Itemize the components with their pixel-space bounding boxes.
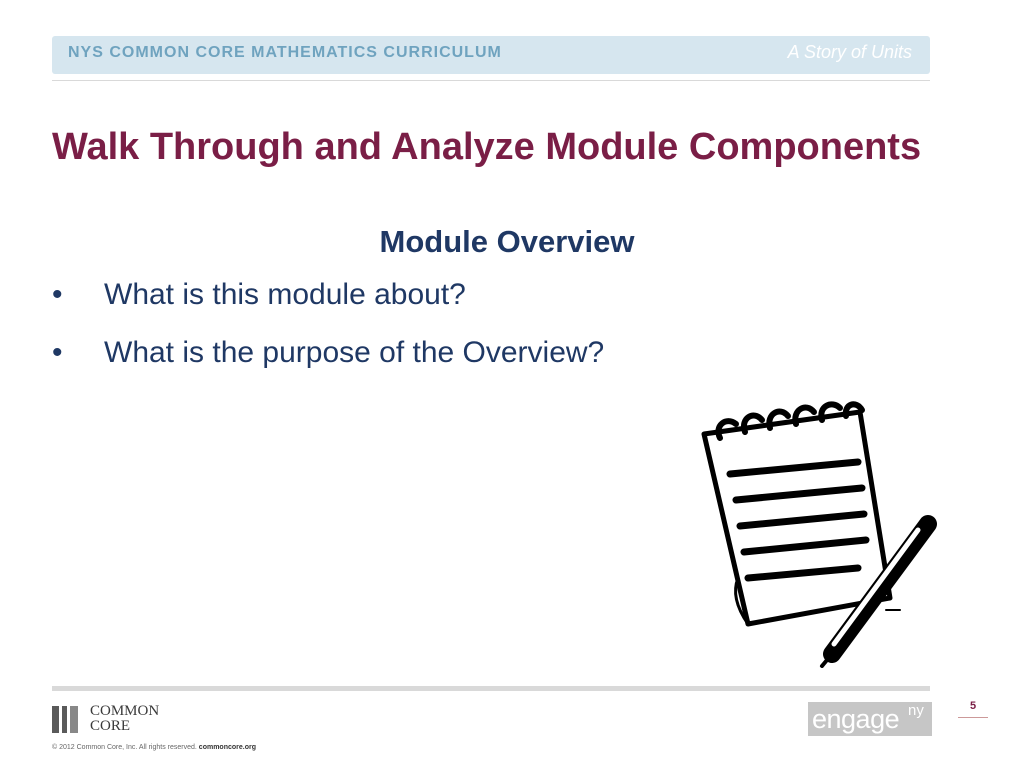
engage-logo-word: engage [812, 704, 900, 734]
header-divider [52, 80, 930, 81]
common-core-logo-line2: CORE [90, 718, 131, 734]
copyright-site: commoncore.org [198, 744, 256, 751]
tagline: A Story of Units [787, 42, 912, 62]
common-core-logo-line1: COMMON [90, 703, 160, 719]
bullet-icon: • [52, 336, 63, 369]
notepad-with-pen-icon [690, 398, 950, 668]
footer-divider [52, 686, 930, 691]
engage-ny-logo [808, 702, 932, 736]
page-number: 5 [969, 700, 977, 712]
engage-logo-superscript: ny [908, 702, 924, 719]
bullet-text: What is the purpose of the Overview? [104, 336, 605, 369]
copyright-notice [52, 744, 256, 751]
section-heading: Module Overview [379, 224, 635, 259]
common-core-logo [52, 704, 192, 736]
copyright-text: © 2012 Common Core, Inc. All rights reserved. [52, 744, 197, 751]
curriculum-label: NYS COMMON CORE MATHEMATICS CURRICULUM [68, 44, 502, 61]
page-number-underline [958, 717, 988, 718]
bullet-icon: • [52, 278, 63, 311]
bullet-text: What is this module about? [104, 278, 466, 311]
slide-title: Walk Through and Analyze Module Components [52, 126, 922, 168]
